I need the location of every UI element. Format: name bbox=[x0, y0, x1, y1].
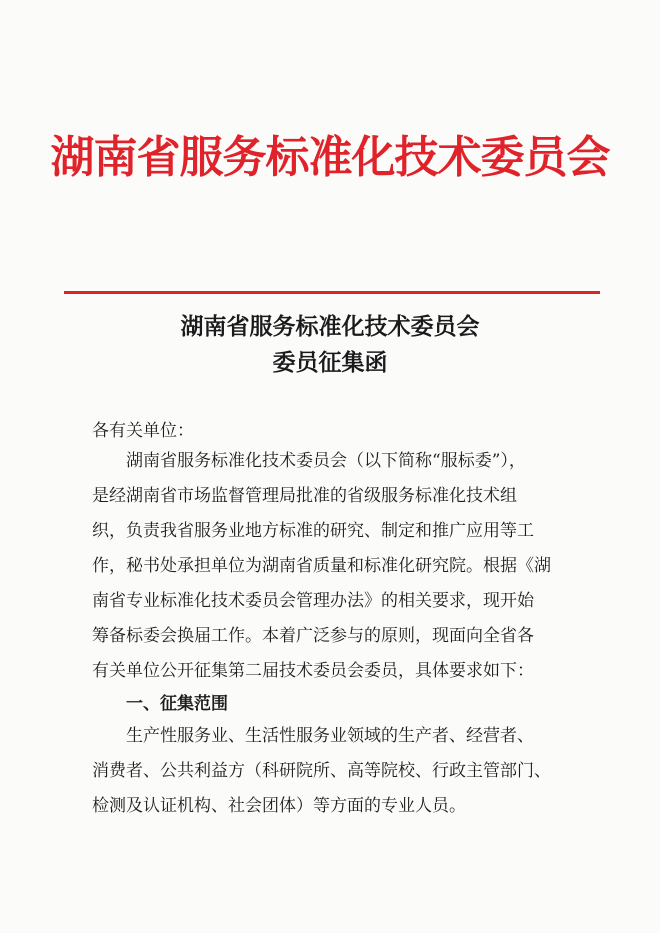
paragraph-line: 作，秘书处承担单位为湖南省质量和标准化研究院。根据《湖 bbox=[92, 556, 551, 576]
paragraph-line: 是经湖南省市场监督管理局批准的省级服务标准化技术组 bbox=[92, 486, 517, 506]
paragraph-line: 织，负责我省服务业地方标准的研究、制定和推广应用等工 bbox=[92, 521, 534, 541]
section-heading-scope: 一、征集范围 bbox=[126, 694, 228, 714]
salutation: 各有关单位： bbox=[92, 421, 194, 441]
document-title-line-2: 委员征集函 bbox=[272, 349, 388, 376]
intro-paragraph bbox=[92, 444, 582, 689]
paragraph-line: 检测及认证机构、社会团体）等方面的专业人员。 bbox=[92, 796, 466, 816]
letterhead-divider bbox=[64, 291, 600, 294]
paragraph-line: 消费者、公共利益方（科研院所、高等院校、行政主管部门、 bbox=[92, 761, 551, 781]
letterhead-org-name: 湖南省服务标准化技术委员会 bbox=[50, 132, 610, 183]
paragraph-line: 有关单位公开征集第二届技术委员会委员，具体要求如下： bbox=[92, 661, 534, 681]
paragraph-line: 筹备标委会换届工作。本着广泛参与的原则，现面向全省各 bbox=[92, 626, 534, 646]
paragraph-line: 南省专业标准化技术委员会管理办法》的相关要求，现开始 bbox=[92, 591, 534, 611]
paragraph-line: 湖南省服务标准化技术委员会（以下简称“服标委”）， bbox=[126, 451, 526, 471]
scope-paragraph bbox=[92, 719, 582, 824]
document-title-line-1: 湖南省服务标准化技术委员会 bbox=[180, 313, 480, 340]
paragraph-line: 生产性服务业、生活性服务业领域的生产者、经营者、 bbox=[126, 726, 534, 746]
